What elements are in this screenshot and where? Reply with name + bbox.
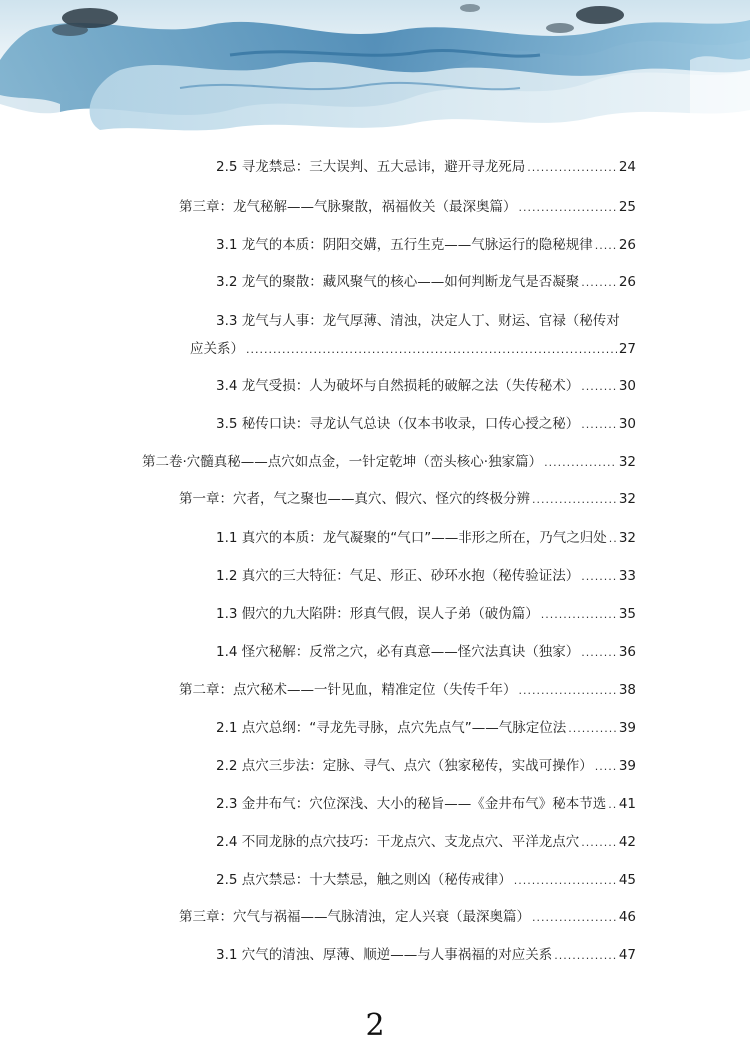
toc-entry[interactable] <box>179 681 636 700</box>
toc-leader-dots <box>608 796 617 814</box>
toc-leader-dots <box>609 530 617 548</box>
toc-leader-dots <box>581 416 617 434</box>
toc-entry-title: 2.3 金井布气：穴位深浅、大小的秘旨——《金井布气》秘本节选 <box>216 796 607 812</box>
toc-leader-dots <box>519 682 617 700</box>
toc-entry-title: 1.3 假穴的九大陷阱：形真气假，误人子弟（破伪篇） <box>216 606 539 622</box>
toc-entry-page: 33 <box>618 568 636 584</box>
toc-entry-page: 32 <box>618 491 636 507</box>
toc-leader-dots <box>581 378 617 396</box>
toc-leader-dots <box>581 834 617 852</box>
toc-entry-title-line2: 应关系） <box>190 341 244 357</box>
toc-leader-dots <box>568 720 617 738</box>
toc-entry[interactable] <box>216 719 636 738</box>
toc-entry[interactable] <box>216 795 636 814</box>
toc-entry-title: 3.5 秘传口诀：寻龙认气总诀（仅本书收录，口传心授之秘） <box>216 416 580 432</box>
toc-entry-title: 第三章：穴气与祸福——气脉清浊，定人兴衰（最深奥篇） <box>179 909 530 925</box>
toc-entry[interactable] <box>142 453 636 472</box>
toc-entry[interactable] <box>216 158 636 177</box>
toc-entry[interactable] <box>179 908 636 927</box>
toc-entry-page: 45 <box>618 872 636 888</box>
toc-entry[interactable] <box>216 377 636 396</box>
toc-entry-page: 32 <box>618 530 636 546</box>
toc-entry-title: 第二卷·穴髓真秘——点穴如点金，一针定乾坤（峦头核心·独家篇） <box>142 454 543 470</box>
toc-entry-page: 46 <box>618 909 636 925</box>
toc-leader-dots <box>246 341 617 359</box>
toc-entry[interactable] <box>179 490 636 509</box>
toc-entry-title: 2.2 点穴三步法：定脉、寻气、点穴（独家秘传，实战可操作） <box>216 758 593 774</box>
toc-leader-dots <box>514 872 617 890</box>
toc-entry-page: 36 <box>618 644 636 660</box>
toc-entry-wrapped[interactable] <box>190 312 636 359</box>
toc-entry[interactable] <box>216 529 636 548</box>
toc-entry-title: 3.1 穴气的清浊、厚薄、顺逆——与人事祸福的对应关系 <box>216 947 553 963</box>
toc-entry[interactable] <box>179 198 636 217</box>
toc-leader-dots <box>595 758 617 776</box>
page-number: 2 <box>365 1008 385 1043</box>
toc-leader-dots <box>554 947 617 965</box>
toc-entry-title: 3.4 龙气受损：人为破坏与自然损耗的破解之法（失传秘术） <box>216 378 580 394</box>
toc-entry-page: 39 <box>618 720 636 736</box>
toc-entry-title: 1.4 怪穴秘解：反常之穴，必有真意——怪穴法真诀（独家） <box>216 644 580 660</box>
toc-entry-title: 3.1 龙气的本质：阴阳交媾，五行生克——气脉运行的隐秘规律 <box>216 237 593 253</box>
toc-entry-page: 30 <box>618 378 636 394</box>
toc-entry[interactable] <box>216 567 636 586</box>
toc-leader-dots <box>541 606 617 624</box>
toc-entry-title: 1.1 真穴的本质：龙气凝聚的“气口”——非形之所在，乃气之归处 <box>216 530 607 546</box>
toc-entry-title: 2.5 寻龙禁忌：三大误判、五大忌讳，避开寻龙死局 <box>216 159 526 175</box>
toc-entry[interactable] <box>216 833 636 852</box>
toc-entry[interactable] <box>216 236 636 255</box>
toc-entry-title: 第二章：点穴秘术——一针见血，精准定位（失传千年） <box>179 682 517 698</box>
toc-entry-title: 2.4 不同龙脉的点穴技巧：干龙点穴、支龙点穴、平洋龙点穴 <box>216 834 580 850</box>
toc-entry-title: 2.5 点穴禁忌：十大禁忌，触之则凶（秘传戒律） <box>216 872 512 888</box>
toc-entry-title: 第一章：穴者，气之聚也——真穴、假穴、怪穴的终极分辨 <box>179 491 530 507</box>
toc-entry[interactable] <box>216 871 636 890</box>
toc-entry-page: 24 <box>618 159 636 175</box>
toc-entry-page: 27 <box>618 341 636 357</box>
toc-entry-page: 26 <box>618 237 636 253</box>
toc-entry[interactable] <box>216 605 636 624</box>
toc-entry-page: 25 <box>618 199 636 215</box>
toc-entry-page: 35 <box>618 606 636 622</box>
toc-entry[interactable] <box>216 757 636 776</box>
toc-entry[interactable] <box>216 946 636 965</box>
toc-entry-line2 <box>190 340 636 359</box>
toc-entry-page: 38 <box>618 682 636 698</box>
toc-leader-dots <box>595 237 617 255</box>
toc-entry-title: 2.1 点穴总纲：“寻龙先寻脉，点穴先点气”——气脉定位法 <box>216 720 567 736</box>
toc-entry-title: 1.2 真穴的三大特征：气足、形正、砂环水抱（秘传验证法） <box>216 568 580 584</box>
toc-leader-dots <box>519 199 617 217</box>
toc-entry-page: 30 <box>618 416 636 432</box>
toc-leader-dots <box>544 454 617 472</box>
toc-entry-page: 32 <box>618 454 636 470</box>
toc-entry[interactable] <box>216 415 636 434</box>
toc-leader-dots <box>581 568 617 586</box>
toc-leader-dots <box>581 644 617 662</box>
toc-entry-title-line1: 3.3 龙气与人事：龙气厚薄、清浊，决定人丁、财运、官禄（秘传对 <box>216 313 620 329</box>
toc-leader-dots <box>532 491 617 509</box>
toc-entry-title: 3.2 龙气的聚散：藏风聚气的核心——如何判断龙气是否凝聚 <box>216 274 580 290</box>
toc-entry[interactable] <box>216 273 636 292</box>
toc-leader-dots <box>581 274 617 292</box>
toc-entry-title: 第三章：龙气秘解——气脉聚散，祸福攸关（最深奥篇） <box>179 199 517 215</box>
toc-entry-page: 26 <box>618 274 636 290</box>
toc-leader-dots <box>532 909 617 927</box>
toc-entry-page: 41 <box>618 796 636 812</box>
toc-entry[interactable] <box>216 643 636 662</box>
toc-entry-page: 47 <box>618 947 636 963</box>
toc-leader-dots <box>527 159 617 177</box>
toc-entry-page: 39 <box>618 758 636 774</box>
toc-entry-page: 42 <box>618 834 636 850</box>
